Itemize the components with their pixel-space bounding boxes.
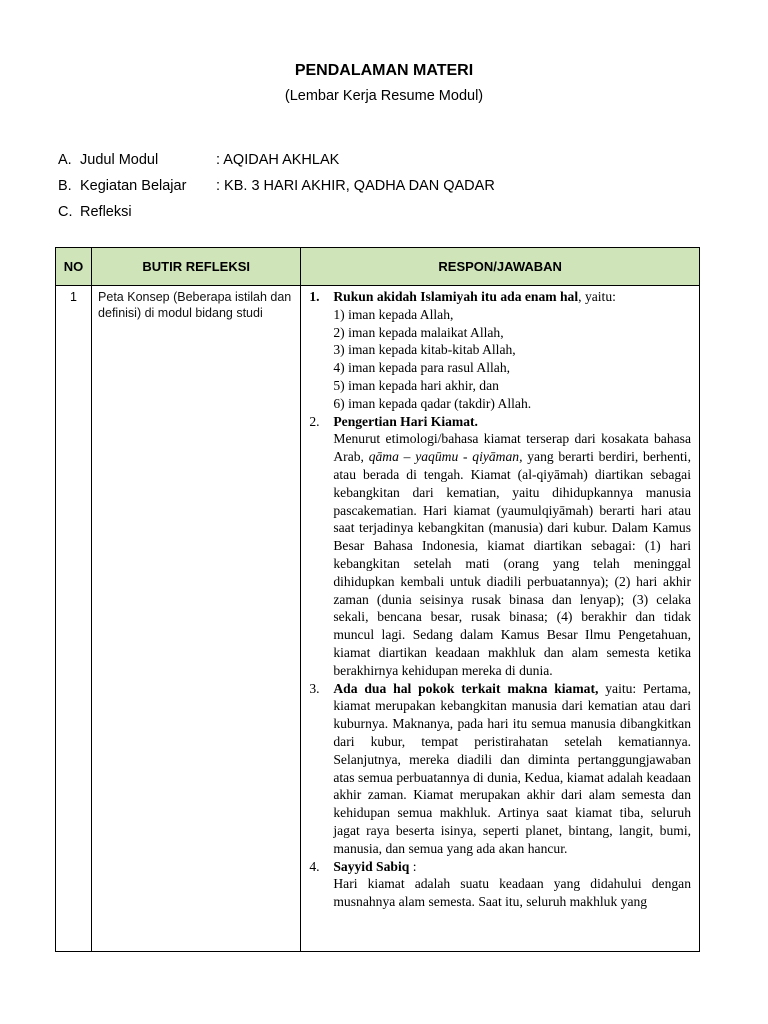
butir-text: Peta Konsep (Beberapa istilah dan definisi) di modul bidang studi [92,286,301,952]
module-info [58,152,758,230]
reflection-table [55,247,700,952]
reflection-row [58,204,758,230]
row-label: Kegiatan Belajar [80,178,187,194]
page-subtitle: (Lembar Kerja Resume Modul) [284,88,484,104]
list-item [309,858,691,911]
item-paragraph [333,430,691,679]
item-heading: Rukun akidah Islamiyah itu ada enam hal [333,289,579,304]
table-header-row [56,248,700,286]
item-number: 3. [309,680,320,696]
page-title: PENDALAMAN MATERI [294,62,474,79]
row-value: : AQIDAH AKHLAK [216,152,340,168]
sub-item: 4) iman kepada para rasul Allah, [333,360,511,376]
item-tail: , yaitu: [578,289,616,304]
item-heading: Ada dua hal pokok terkait makna kiamat, [333,680,599,696]
sub-item: 5) iman kepada hari akhir, dan [333,377,499,393]
item-paragraph: Hari kiamat adalah suatu keadaan yang didahului dengan musnahnya alam semesta. Saat itu, seluruh makhluk yang [333,876,691,910]
item-heading: Pengertian Hari Kiamat. [333,413,478,429]
item-number: 4. [309,858,320,874]
paragraph-text: yang berarti berdiri, berhenti, atau berada di tengah. Kiamat (al-qiyāmah) diartikan sebagai kebangkitan dari kematian, yaitu dihidupkannya manusia pascakematian. Hari kiamat (yaumulqiyāmah) berarti hari atau saat terjadinya kebangkitan (manusia) dari kubur. Dalam Kamus Besar Bahasa Indonesia, kiamat diartikan sebagai: (1) hari kebangkitan setelah mati (orang yang telah meninggal dihidupkan kembali untuk diadili perbuatannya); (2) hari akhir zaman (dunia seisinya rusak binasa dan lenyap); (3) celaka sekali, bencana besar, rusak binasa; (4) berakhir dan tidak muncul lagi. Sedang dalam Kamus Besar Ilmu Pengetahuan, kiamat diartikan keadaan makhluk dan alam semesta ketika berakhirnya kehidupan mereka di dunia. [333,449,691,678]
paragraph-text: Menurut etimologi/bahasa kiamat terserap dari kosakata bahasa Arab, [333,431,691,465]
sub-item: 6) iman kepada qadar (takdir) Allah. [333,395,532,411]
header-no: NO [56,248,92,286]
row-value: : KB. 3 HARI AKHIR, QADHA DAN QADAR [216,178,495,194]
item-heading: Sayyid Sabiq [333,858,410,874]
row-label: Judul Modul [80,152,159,168]
list-item [309,680,691,858]
list-item [309,413,691,680]
paragraph-text: yaitu: Pertama, kiamat merupakan kebangkitan manusia dari kematian atau dari kuburnya. Maknanya, pada hari itu semua manusia dibangkitkan dari kubur, tempat peristirahatan setelah kematiannya. Selanjutnya, mereka diadili dan diminta pertanggungjawaban atas semua perbuatannya di dunia, Kedua, kiamat adalah keadaan akhir zaman. Kiamat merupakan akhir dari alam semesta dan kehidupan semua makhluk. Artinya saat kiamat tiba, seluruh jagat raya beserta isinya, seperti planet, bintang, langit, bumi, manusia, dan semua yang ada akan hancur. [333,680,691,856]
row-letter: A. [58,152,72,168]
response-cell [301,286,700,952]
list-item [309,288,691,413]
item-number: 1. [309,289,320,304]
learning-activity-row [58,178,758,204]
item-paragraph [333,680,691,858]
sub-item: 3) iman kepada kitab-kitab Allah, [333,342,516,358]
sub-item: 2) iman kepada malaikat Allah, [333,324,504,340]
sub-item: 1) iman kepada Allah, [333,306,454,322]
row-letter: C. [58,204,73,220]
row-letter: B. [58,178,72,194]
arabic-term: qāma – yaqūmu - qiyāman, [368,449,523,465]
item-number: 2. [309,413,320,429]
item-tail: : [409,858,417,874]
response-content [309,288,691,944]
table-row [56,286,700,952]
row-label: Refleksi [80,204,132,220]
header-respon: RESPON/JAWABAN [301,248,700,286]
header-butir: BUTIR REFLEKSI [92,248,301,286]
module-title-row [58,152,758,178]
row-number: 1 [56,286,92,952]
